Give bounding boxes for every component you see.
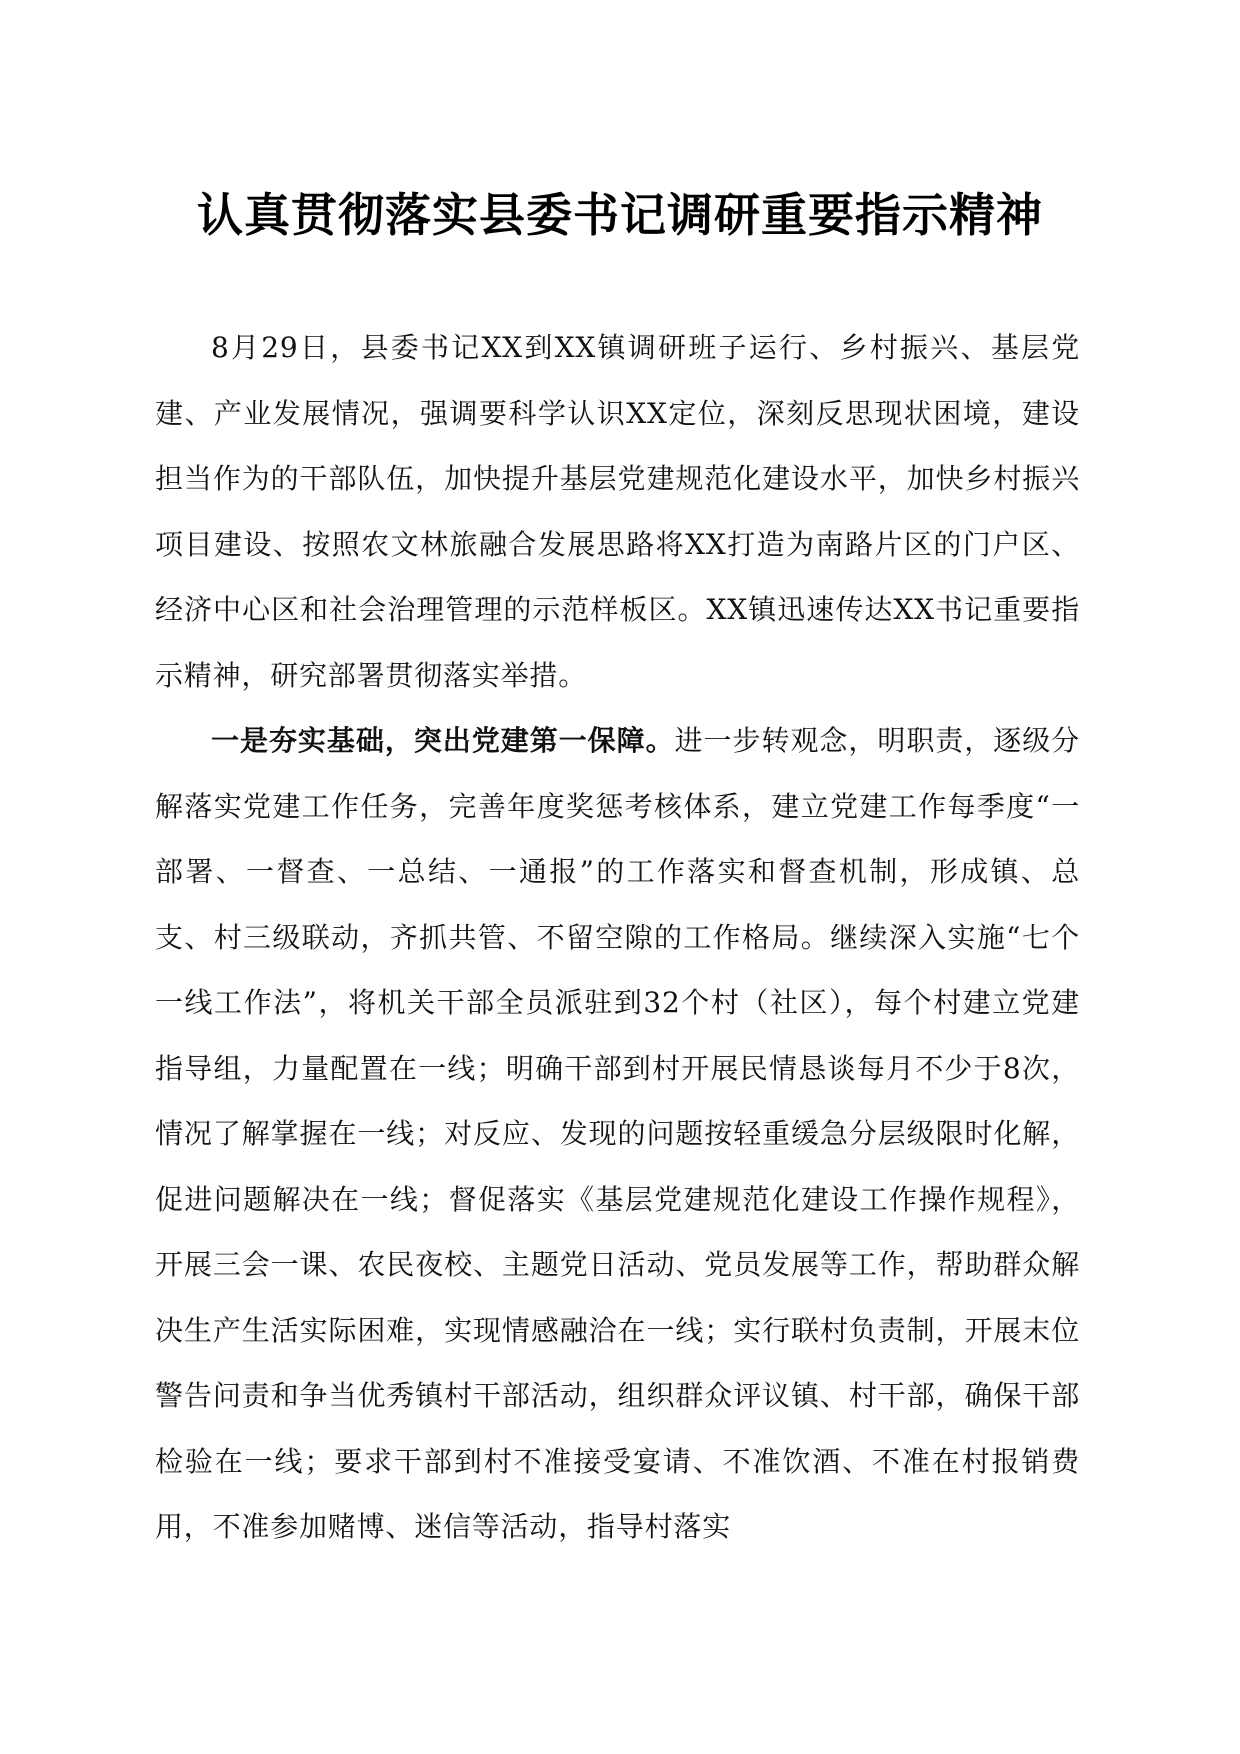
section-one-heading: 一是夯实基础，突出党建第一保障。 <box>211 724 675 757</box>
section-one-text: 进一步转观念，明职责，逐级分解落实党建工作任务，完善年度奖惩考核体系，建立党建工作每季度“一部署、一督查、一总结、一通报”的工作落实和督查机制，形成镇、总支、村三级联动，齐抓共管、不留空隙的工作格局。继续深入实施“七个一线工作法”，将机关干部全员派驻到32个村（社区），每个村建立党建指导组，力量配置在一线；明确干部到村开展民情恳谈每月不少于8次，情况了解掌握在一线；对反应、发现的问题按轻重缓急分层级限时化解，促进问题解决在一线；督促落实《基层党建规范化建设工作操作规程》，开展三会一课、农民夜校、主题党日活动、党员发展等工作，帮助群众解决生产生活实际困难，实现情感融洽在一线；实行联村负责制，开展末位警告问责和争当优秀镇村干部活动，组织群众评议镇、村干部，确保干部检验在一线；要求干部到村不准接受宴请、不准饮酒、不准在村报销费用，不准参加赌博、迷信等活动，指导村落实 <box>155 724 1080 1543</box>
intro-paragraph-text: 8月29日，县委书记XX到XX镇调研班子运行、乡村振兴、基层党建、产业发展情况，强调要科学认识XX定位，深刻反思现状困境，建设担当作为的干部队伍，加快提升基层党建规范化建设水平，加快乡村振兴项目建设、按照农文林旅融合发展思路将XX打造为南路片区的门户区、经济中心区和社会治理管理的示范样板区。XX镇迅速传达XX书记重要指示精神，研究部署贯彻落实举措。 <box>155 331 1080 692</box>
document-title: 认真贯彻落实县委书记调研重要指示精神 <box>197 188 1043 242</box>
document-body <box>155 315 1080 1560</box>
intro-paragraph <box>155 315 1080 708</box>
section-one-paragraph <box>155 708 1080 1560</box>
